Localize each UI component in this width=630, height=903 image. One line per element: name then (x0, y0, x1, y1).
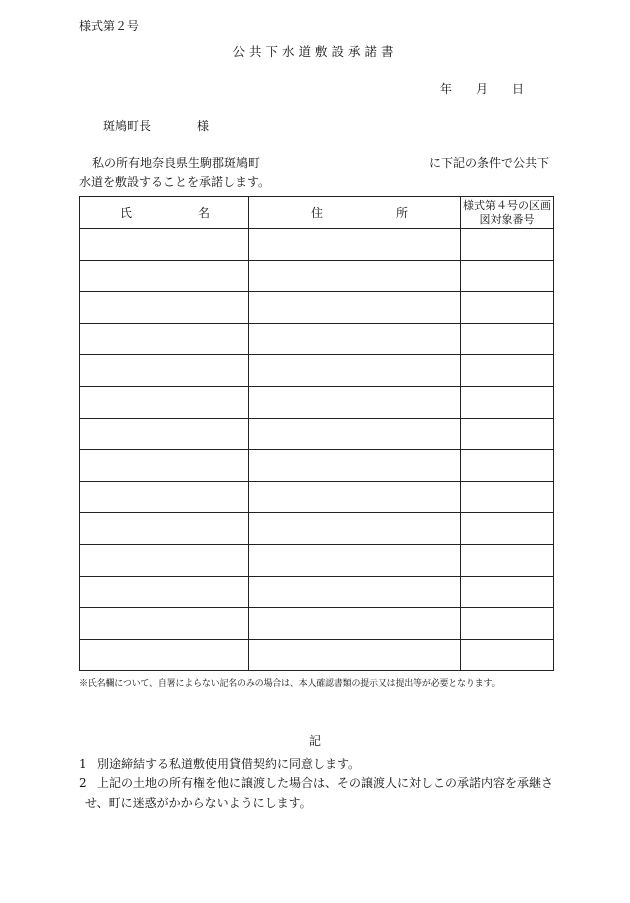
name-cell[interactable] (80, 608, 249, 640)
footnote: ※氏名欄について、自署によらない記名のみの場合は、本人確認書類の提示又は提出等が必要となります。 (79, 679, 501, 689)
reference-cell[interactable] (461, 355, 554, 387)
table-row (80, 639, 554, 671)
reference-cell[interactable] (461, 450, 554, 482)
owners-table-body (80, 229, 554, 671)
address-cell[interactable] (249, 386, 461, 418)
address-cell[interactable] (249, 608, 461, 640)
condition-text: 別途締結する私道敷使用貸借契約に同意します。 (97, 757, 361, 771)
reference-cell[interactable] (461, 292, 554, 324)
table-row (80, 544, 554, 576)
name-header-char-2: 名 (197, 206, 210, 220)
address-cell[interactable] (249, 450, 461, 482)
reference-cell[interactable] (461, 608, 554, 640)
address-cell[interactable] (249, 481, 461, 513)
address-cell[interactable] (249, 229, 461, 261)
reference-column-header (461, 197, 554, 229)
condition-item-2 (79, 774, 553, 791)
addressee (103, 117, 209, 134)
document-title: 公共下水道敷設承諾書 (232, 44, 398, 59)
table-row (80, 323, 554, 355)
table-header-row (80, 197, 554, 229)
addressee-name: 斑鳩町長 (103, 119, 152, 133)
table-row (80, 513, 554, 545)
table-row (80, 450, 554, 482)
address-cell[interactable] (249, 576, 461, 608)
name-cell[interactable] (80, 639, 249, 671)
form-number: 様式第２号 (79, 19, 140, 33)
address-cell[interactable] (249, 418, 461, 450)
reference-header-text: 様式第４号の区画図対象番号 (463, 198, 551, 226)
ki-heading: 記 (308, 734, 321, 748)
owners-table (79, 196, 554, 671)
table-row (80, 229, 554, 261)
reference-cell[interactable] (461, 576, 554, 608)
date-month-label: 月 (476, 82, 489, 96)
body-line1-end: に下記の条件で公共下 (429, 156, 550, 170)
body-line2: 水道を敷設することを承諾します。 (79, 175, 271, 189)
reference-cell[interactable] (461, 481, 554, 513)
condition-item-2-continued: せ、町に迷惑がかからないようにします。 (85, 796, 312, 810)
name-cell[interactable] (80, 355, 249, 387)
table-row (80, 386, 554, 418)
name-cell[interactable] (80, 576, 249, 608)
table-row (80, 355, 554, 387)
table-row (80, 260, 554, 292)
address-cell[interactable] (249, 292, 461, 324)
name-cell[interactable] (80, 229, 249, 261)
date-year-label: 年 (440, 82, 453, 96)
reference-cell[interactable] (461, 229, 554, 261)
condition-item-1 (79, 755, 360, 772)
address-header-char-2: 所 (395, 206, 408, 220)
reference-cell[interactable] (461, 260, 554, 292)
condition-number: 2 (79, 776, 87, 790)
name-cell[interactable] (80, 481, 249, 513)
reference-cell[interactable] (461, 544, 554, 576)
date-line (440, 80, 524, 97)
condition-text: 上記の土地の所有権を他に譲渡した場合は、その譲渡人に対しこの承諾内容を承継さ (97, 776, 554, 790)
name-cell[interactable] (80, 323, 249, 355)
date-day-label: 日 (512, 82, 525, 96)
table-row (80, 481, 554, 513)
address-cell[interactable] (249, 639, 461, 671)
name-cell[interactable] (80, 260, 249, 292)
table-row (80, 292, 554, 324)
table-row (80, 576, 554, 608)
name-cell[interactable] (80, 513, 249, 545)
body-line1-start: 私の所有地奈良県生駒郡斑鳩町 (92, 156, 261, 170)
table-row (80, 418, 554, 450)
name-cell[interactable] (80, 292, 249, 324)
name-cell[interactable] (80, 418, 249, 450)
address-column-header (249, 197, 461, 229)
address-cell[interactable] (249, 544, 461, 576)
address-cell[interactable] (249, 355, 461, 387)
reference-cell[interactable] (461, 323, 554, 355)
address-header-char-1: 住 (311, 206, 324, 220)
address-cell[interactable] (249, 323, 461, 355)
table-row (80, 608, 554, 640)
condition-number: 1 (79, 757, 87, 771)
name-header-char-1: 氏 (120, 206, 133, 220)
reference-cell[interactable] (461, 386, 554, 418)
reference-cell[interactable] (461, 639, 554, 671)
name-cell[interactable] (80, 386, 249, 418)
name-column-header (80, 197, 249, 229)
name-cell[interactable] (80, 450, 249, 482)
reference-cell[interactable] (461, 418, 554, 450)
address-cell[interactable] (249, 260, 461, 292)
reference-cell[interactable] (461, 513, 554, 545)
name-cell[interactable] (80, 544, 249, 576)
addressee-honorific: 様 (197, 119, 210, 133)
address-cell[interactable] (249, 513, 461, 545)
